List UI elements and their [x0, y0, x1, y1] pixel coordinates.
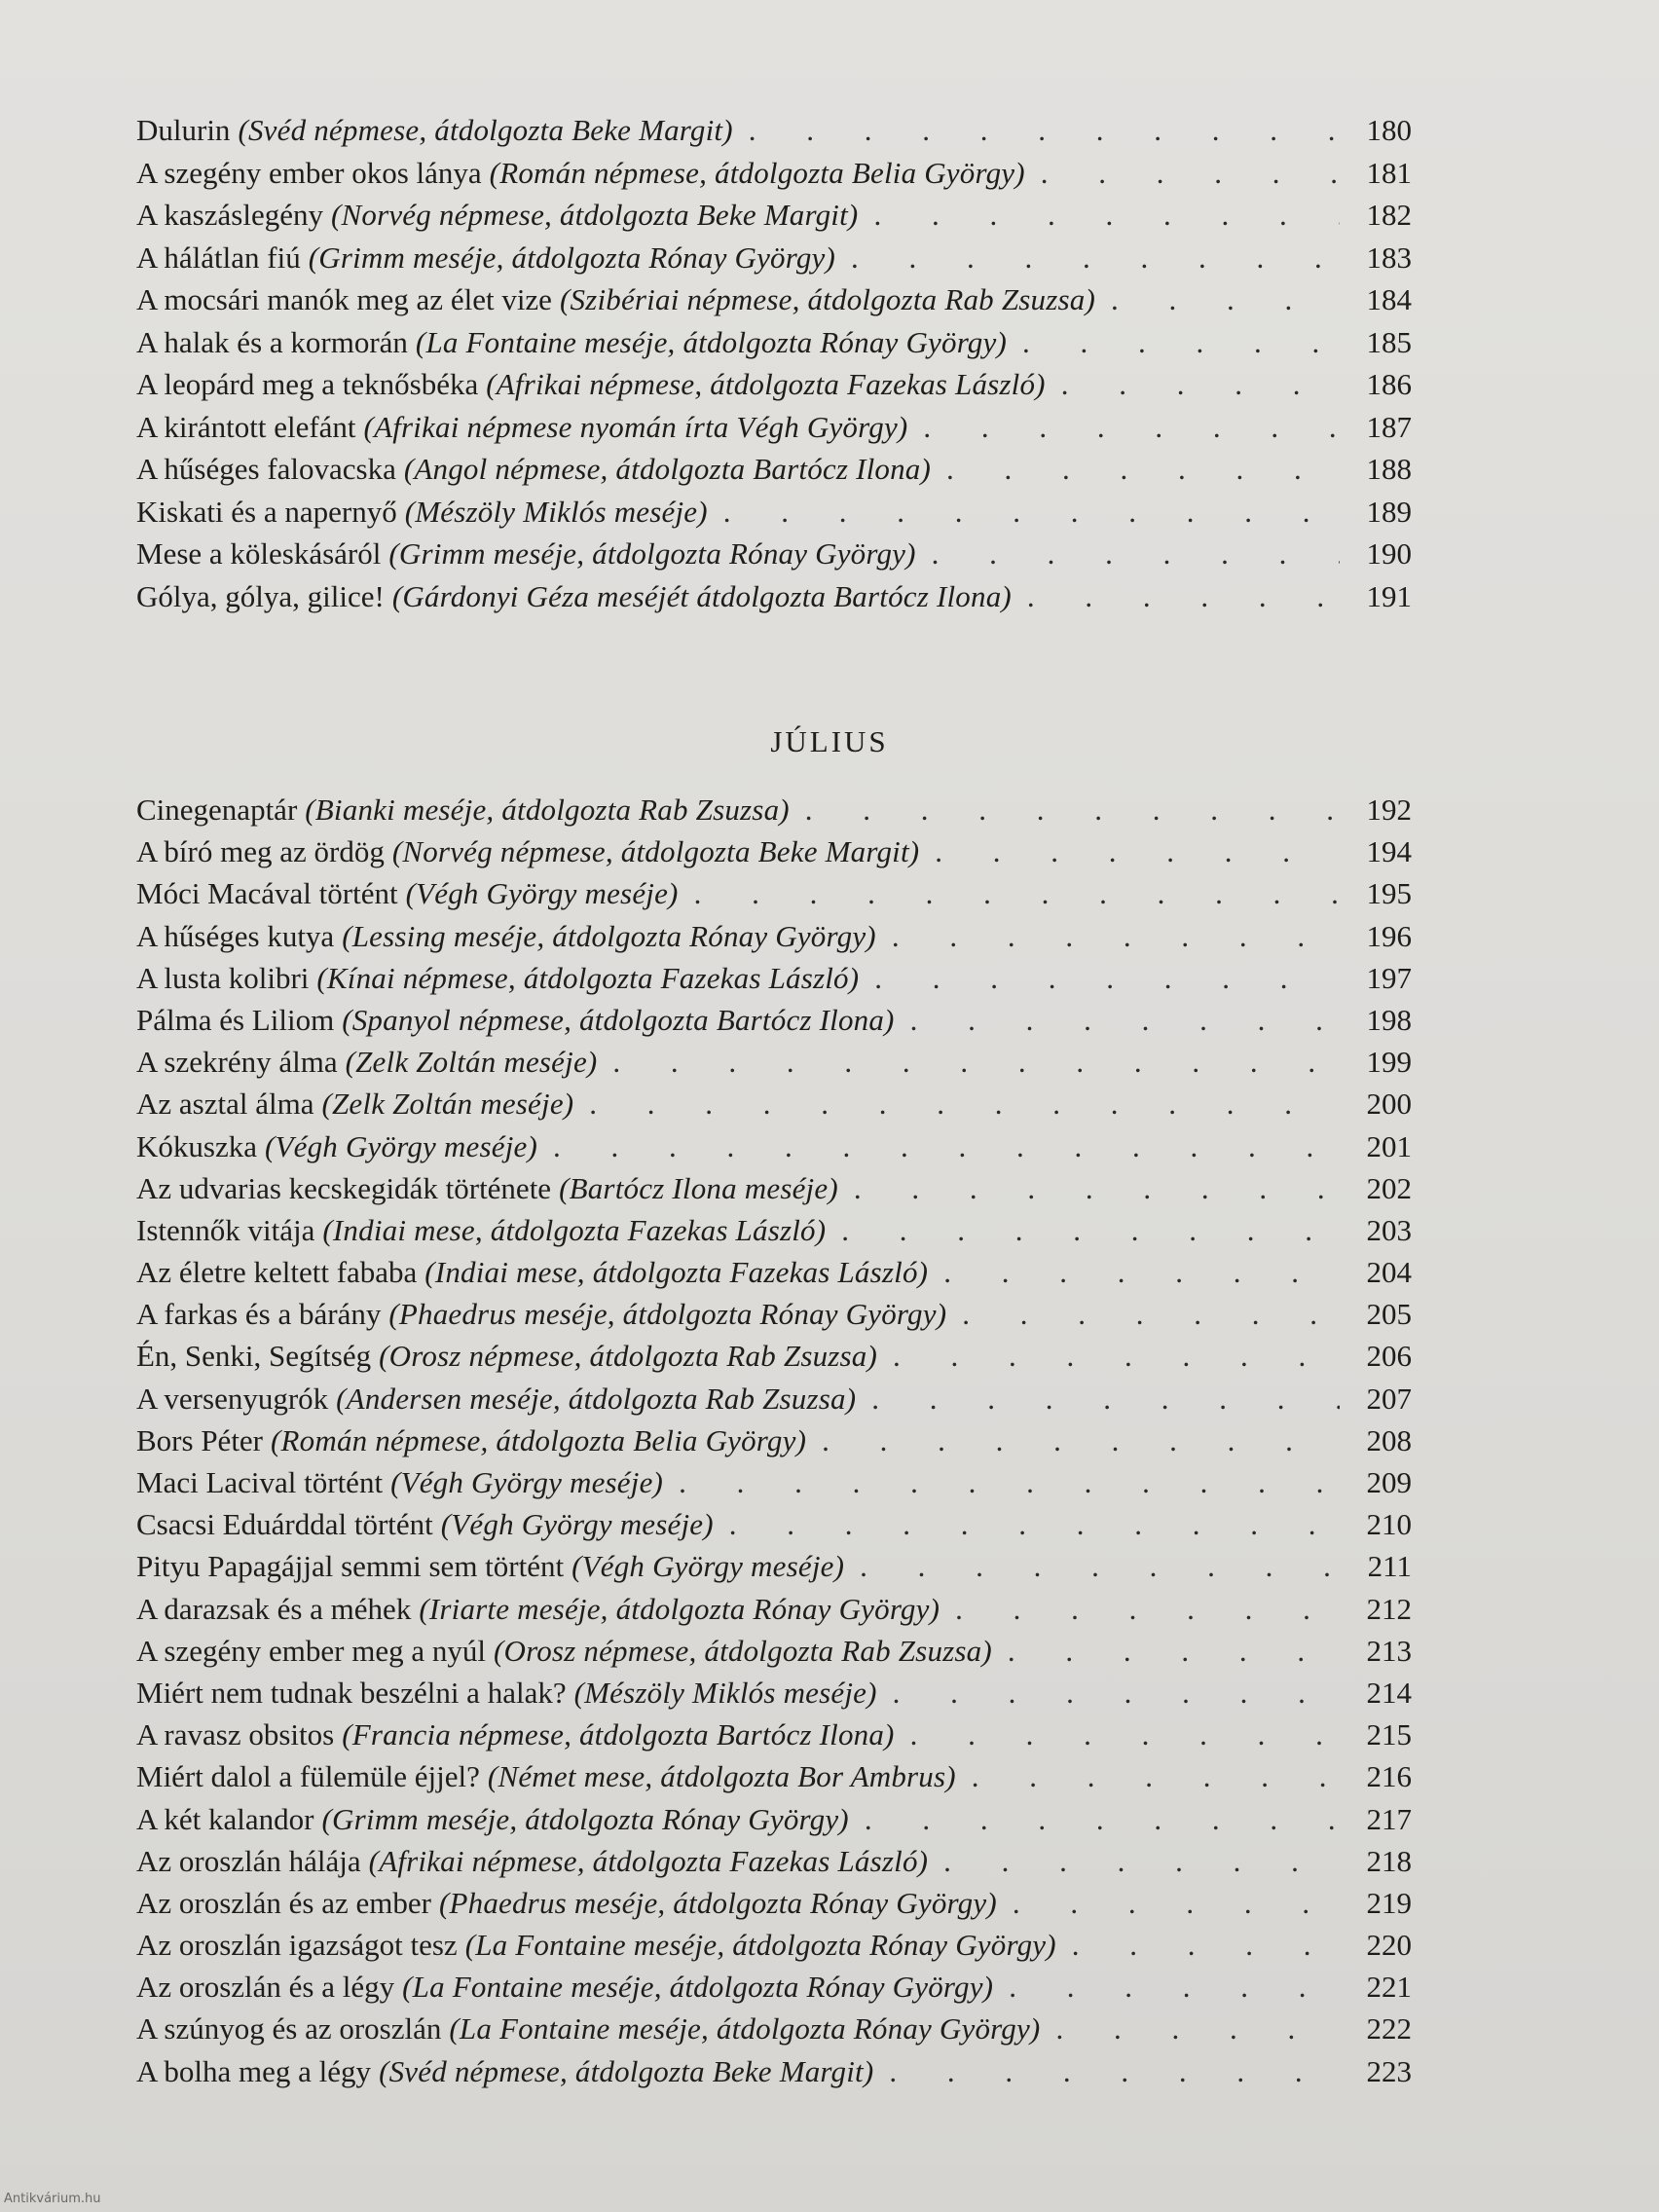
entry-title: A bolha meg a légy [136, 2053, 372, 2088]
dot-leader [923, 406, 1340, 449]
entry-credit: (Angol népmese, átdolgozta Bartócz Ilona) [403, 452, 932, 486]
entry-page-number: 214 [1366, 1675, 1412, 1710]
toc-entry [136, 491, 1412, 534]
toc-entry [136, 1125, 1412, 1167]
entry-credit: (Indiai mese, átdolgozta Fazekas László) [424, 1255, 929, 1290]
toc-entry [136, 1924, 1412, 1966]
toc-entry [136, 575, 1412, 618]
entry-page-number: 185 [1366, 324, 1412, 359]
entry-title: A versenyugrók [136, 1381, 329, 1416]
entry-page-number: 219 [1366, 1885, 1412, 1920]
toc-entry [136, 830, 1412, 872]
toc-entry [136, 1419, 1412, 1461]
entry-title: Az oroszlán hálája [136, 1843, 361, 1878]
dot-leader [553, 1125, 1340, 1167]
dot-leader [723, 491, 1340, 534]
entry-title: Istennők vitája [136, 1212, 315, 1247]
entry-credit: (Iriarte meséje, átdolgozta Rónay György) [419, 1591, 940, 1626]
toc-entry [136, 1882, 1412, 1924]
dot-leader [1027, 575, 1340, 618]
entry-credit: (Spanyol népmese, átdolgozta Bartócz Ilona) [342, 1002, 895, 1037]
entry-title: Az életre keltett fababa [136, 1255, 418, 1290]
entry-page-number: 190 [1366, 536, 1412, 571]
entry-credit: (Végh György meséje) [571, 1549, 845, 1584]
toc-entry [136, 2008, 1412, 2049]
entry-page-number: 221 [1366, 1970, 1412, 2005]
dot-leader [1072, 1924, 1340, 1966]
entry-credit: (Román népmese, átdolgozta Belia György) [271, 1422, 807, 1457]
entry-title: A darazsak és a méhek [136, 1591, 412, 1626]
entry-credit: (Afrikai népmese nyomán írta Végh György) [363, 409, 908, 444]
entry-title: A leopárd meg a teknősbéka [136, 367, 479, 401]
dot-leader [946, 448, 1340, 491]
toc-entry [136, 1083, 1412, 1124]
toc-list-previous-month [136, 109, 1412, 617]
entry-credit: (Grimm meséje, átdolgozta Rónay György) [321, 1801, 849, 1836]
toc-entry [136, 957, 1412, 999]
entry-page-number: 218 [1366, 1843, 1412, 1878]
entry-credit: (Afrikai népmese, átdolgozta Fazekas László) [486, 367, 1046, 401]
dot-leader [943, 1840, 1340, 1882]
entry-credit: (Végh György meséje) [405, 876, 679, 911]
dot-leader [972, 1755, 1340, 1797]
dot-leader [694, 872, 1340, 914]
entry-credit: (Zelk Zoltán meséje) [321, 1087, 574, 1122]
dot-leader [679, 1461, 1340, 1503]
dot-leader [854, 1167, 1340, 1209]
entry-title: A két kalandor [136, 1801, 314, 1836]
entry-page-number: 216 [1366, 1759, 1412, 1794]
dot-leader [943, 1251, 1340, 1293]
entry-title: Az oroszlán és a légy [136, 1970, 395, 2005]
toc-entry [136, 872, 1412, 914]
toc-entry [136, 1672, 1412, 1714]
entry-title: A ravasz obsitos [136, 1717, 335, 1752]
toc-entry [136, 915, 1412, 957]
entry-credit: (Francia népmese, átdolgozta Bartócz Ilona) [342, 1717, 895, 1752]
entry-credit: (Gárdonyi Géza meséjét átdolgozta Bartócz Ilona) [391, 578, 1012, 613]
dot-leader [851, 237, 1340, 279]
entry-page-number: 205 [1366, 1297, 1412, 1332]
entry-page-number: 180 [1366, 113, 1412, 147]
entry-title: Pálma és Liliom [136, 1002, 335, 1037]
entry-title: Mese a köleskásáról [136, 536, 382, 571]
entry-page-number: 194 [1366, 834, 1412, 869]
toc-entry [136, 789, 1412, 830]
entry-title: Miért dalol a fülemüle éjjel? [136, 1759, 480, 1794]
entry-page-number: 215 [1366, 1717, 1412, 1752]
toc-entry [136, 1545, 1412, 1587]
entry-title: Az udvarias kecskegidák története [136, 1170, 552, 1205]
dot-leader [729, 1503, 1340, 1545]
dot-leader [893, 1335, 1340, 1377]
entry-title: A szekrény álma [136, 1045, 338, 1080]
toc-entry [136, 321, 1412, 364]
entry-credit: (Norvég népmese, átdolgozta Beke Margit) [391, 834, 920, 869]
entry-credit: (Lessing meséje, átdolgozta Rónay György) [342, 918, 876, 953]
entry-page-number: 184 [1366, 282, 1412, 316]
watermark: Antikvárium.hu [4, 2192, 101, 2206]
toc-entry [136, 1461, 1412, 1503]
entry-credit: (Szibériai népmese, átdolgozta Rab Zsuzsa) [559, 282, 1095, 316]
entry-title: A szúnyog és az oroszlán [136, 2011, 442, 2046]
toc-entry [136, 1335, 1412, 1377]
dot-leader [865, 1798, 1340, 1840]
entry-page-number: 191 [1366, 578, 1412, 613]
entry-page-number: 188 [1366, 452, 1412, 486]
entry-credit: (Andersen meséje, átdolgozta Rab Zsuzsa) [336, 1381, 857, 1416]
dot-leader [892, 915, 1340, 957]
entry-page-number: 183 [1366, 240, 1412, 275]
entry-title: Pityu Papagájjal semmi sem történt [136, 1549, 565, 1584]
entry-title: Maci Lacival történt [136, 1465, 384, 1499]
toc-entry [136, 1209, 1412, 1251]
entry-page-number: 223 [1366, 2053, 1412, 2088]
entry-credit: (Zelk Zoltán meséje) [345, 1045, 598, 1080]
entry-credit: (Mészöly Miklós meséje) [404, 494, 708, 529]
entry-credit: (Kínai népmese, átdolgozta Fazekas László) [316, 960, 860, 995]
toc-entry [136, 1798, 1412, 1840]
dot-leader [822, 1419, 1340, 1461]
dot-leader [1013, 1882, 1340, 1924]
toc-list-julius [136, 789, 1412, 2092]
toc-entry [136, 1630, 1412, 1672]
entry-credit: (Végh György meséje) [264, 1128, 537, 1163]
entry-title: Dulurin [136, 113, 231, 147]
entry-title: A mocsári manók meg az élet vize [136, 282, 552, 316]
dot-leader [935, 830, 1340, 872]
entry-title: Én, Senki, Segítség [136, 1339, 372, 1374]
dot-leader [910, 999, 1340, 1041]
entry-credit: (Német mese, átdolgozta Bor Ambrus) [487, 1759, 956, 1794]
toc-entry [136, 1588, 1412, 1630]
entry-page-number: 208 [1366, 1422, 1412, 1457]
entry-credit: (La Fontaine meséje, átdolgozta Rónay György) [415, 324, 1007, 359]
entry-credit: (Afrikai népmese, átdolgozta Fazekas László) [368, 1843, 929, 1878]
entry-page-number: 222 [1366, 2011, 1412, 2046]
toc-entry [136, 1378, 1412, 1419]
dot-leader [1022, 321, 1340, 364]
toc-entry [136, 1041, 1412, 1083]
dot-leader [1009, 1966, 1340, 2008]
dot-leader [1055, 2008, 1340, 2049]
entry-page-number: 220 [1366, 1928, 1412, 1963]
dot-leader [871, 1378, 1340, 1419]
dot-leader [860, 1545, 1340, 1587]
entry-page-number: 181 [1366, 155, 1412, 190]
entry-credit: (Grimm meséje, átdolgozta Rónay György) [388, 536, 916, 571]
entry-page-number: 199 [1366, 1045, 1412, 1080]
entry-credit: (Phaedrus meséje, átdolgozta Rónay György) [438, 1885, 997, 1920]
dot-leader [893, 1672, 1340, 1714]
dot-leader [589, 1083, 1340, 1124]
entry-title: A szegény ember meg a nyúl [136, 1633, 486, 1668]
entry-credit: (Indiai mese, átdolgozta Fazekas László) [322, 1212, 827, 1247]
entry-title: Móci Macával történt [136, 876, 398, 911]
dot-leader [874, 957, 1340, 999]
entry-title: A hűséges falovacska [136, 452, 396, 486]
dot-leader [1041, 152, 1340, 195]
entry-page-number: 187 [1366, 409, 1412, 444]
toc-entry [136, 999, 1412, 1041]
entry-credit: (Mészöly Miklós meséje) [573, 1675, 877, 1710]
entry-credit: (Bianki meséje, átdolgozta Rab Zsuzsa) [305, 793, 790, 827]
entry-page-number: 197 [1366, 960, 1412, 995]
toc-entry [136, 1840, 1412, 1882]
entry-page-number: 210 [1366, 1507, 1412, 1542]
dot-leader [841, 1209, 1340, 1251]
toc-entry [136, 1503, 1412, 1545]
entry-credit: (Bartócz Ilona meséje) [559, 1170, 838, 1205]
entry-title: Gólya, gólya, gilice! [136, 578, 385, 613]
toc-entry [136, 109, 1412, 152]
entry-credit: (Norvég népmese, átdolgozta Beke Margit) [330, 198, 859, 232]
entry-page-number: 212 [1366, 1591, 1412, 1626]
entry-title: Kókuszka [136, 1128, 257, 1163]
entry-page-number: 195 [1366, 876, 1412, 911]
dot-leader [910, 1714, 1340, 1755]
entry-title: A hűséges kutya [136, 918, 335, 953]
entry-credit: (Orosz népmese, átdolgozta Rab Zsuzsa) [493, 1633, 992, 1668]
dot-leader [955, 1588, 1340, 1630]
entry-page-number: 201 [1366, 1128, 1412, 1163]
entry-title: Az oroszlán igazságot tesz [136, 1928, 458, 1963]
entry-credit: (La Fontaine meséje, átdolgozta Rónay György) [402, 1970, 994, 2005]
entry-page-number: 202 [1366, 1170, 1412, 1205]
toc-entry [136, 363, 1412, 406]
entry-credit: (Svéd népmese, átdolgozta Beke Margit) [238, 113, 733, 147]
entry-credit: (Román népmese, átdolgozta Belia György) [489, 155, 1025, 190]
entry-title: A hálátlan fiú [136, 240, 301, 275]
entry-page-number: 203 [1366, 1212, 1412, 1247]
entry-title: A kirántott elefánt [136, 409, 356, 444]
dot-leader [1111, 278, 1340, 321]
entry-credit: (Orosz népmese, átdolgozta Rab Zsuzsa) [379, 1339, 878, 1374]
entry-page-number: 211 [1367, 1549, 1412, 1584]
entry-title: Bors Péter [136, 1422, 264, 1457]
dot-leader [873, 194, 1340, 237]
dot-leader [889, 2050, 1340, 2092]
entry-credit: (Phaedrus meséje, átdolgozta Rónay György) [388, 1297, 947, 1332]
toc-entry [136, 406, 1412, 449]
entry-page-number: 213 [1366, 1633, 1412, 1668]
entry-page-number: 206 [1366, 1339, 1412, 1374]
entry-title: A kaszáslegény [136, 198, 323, 232]
toc-entry [136, 1251, 1412, 1293]
section-heading-julius: JÚLIUS [770, 723, 889, 758]
entry-title: A szegény ember okos lánya [136, 155, 482, 190]
toc-entry [136, 533, 1412, 575]
toc-entry [136, 448, 1412, 491]
entry-page-number: 189 [1366, 494, 1412, 529]
entry-page-number: 204 [1366, 1255, 1412, 1290]
entry-page-number: 209 [1366, 1465, 1412, 1499]
entry-title: Miért nem tudnak beszélni a halak? [136, 1675, 567, 1710]
entry-credit: (Svéd népmese, átdolgozta Beke Margit) [379, 2053, 874, 2088]
toc-entry [136, 278, 1412, 321]
toc-entry [136, 1714, 1412, 1755]
entry-credit: (Végh György meséje) [390, 1465, 664, 1499]
entry-page-number: 207 [1366, 1381, 1412, 1416]
dot-leader [1008, 1630, 1340, 1672]
dot-leader [1061, 363, 1340, 406]
entry-title: Az asztal álma [136, 1087, 314, 1122]
entry-page-number: 200 [1366, 1087, 1412, 1122]
entry-title: A farkas és a bárány [136, 1297, 382, 1332]
entry-title: Az oroszlán és az ember [136, 1885, 431, 1920]
entry-page-number: 182 [1366, 198, 1412, 232]
entry-credit: (Grimm meséje, átdolgozta Rónay György) [308, 240, 836, 275]
entry-page-number: 196 [1366, 918, 1412, 953]
entry-title: Csacsi Eduárddal történt [136, 1507, 433, 1542]
dot-leader [932, 533, 1340, 575]
entry-page-number: 198 [1366, 1002, 1412, 1037]
entry-title: Cinegenaptár [136, 793, 298, 827]
toc-entry [136, 1966, 1412, 2008]
entry-page-number: 217 [1366, 1801, 1412, 1836]
dot-leader [805, 789, 1340, 830]
dot-leader [749, 109, 1340, 152]
entry-credit: (La Fontaine meséje, átdolgozta Rónay György) [464, 1928, 1056, 1963]
toc-entry [136, 1293, 1412, 1335]
entry-page-number: 192 [1366, 793, 1412, 827]
toc-entry [136, 1755, 1412, 1797]
entry-page-number: 186 [1366, 367, 1412, 401]
entry-title: A halak és a kormorán [136, 324, 408, 359]
toc-entry [136, 2050, 1412, 2092]
toc-entry [136, 194, 1412, 237]
toc-entry [136, 152, 1412, 195]
dot-leader [612, 1041, 1340, 1083]
entry-title: A bíró meg az ördög [136, 834, 385, 869]
toc-entry [136, 1167, 1412, 1209]
entry-credit: (La Fontaine meséje, átdolgozta Rónay György) [449, 2011, 1041, 2046]
toc-entry [136, 237, 1412, 279]
entry-title: Kiskati és a napernyő [136, 494, 397, 529]
entry-title: A lusta kolibri [136, 960, 310, 995]
entry-credit: (Végh György meséje) [440, 1507, 714, 1542]
dot-leader [962, 1293, 1340, 1335]
